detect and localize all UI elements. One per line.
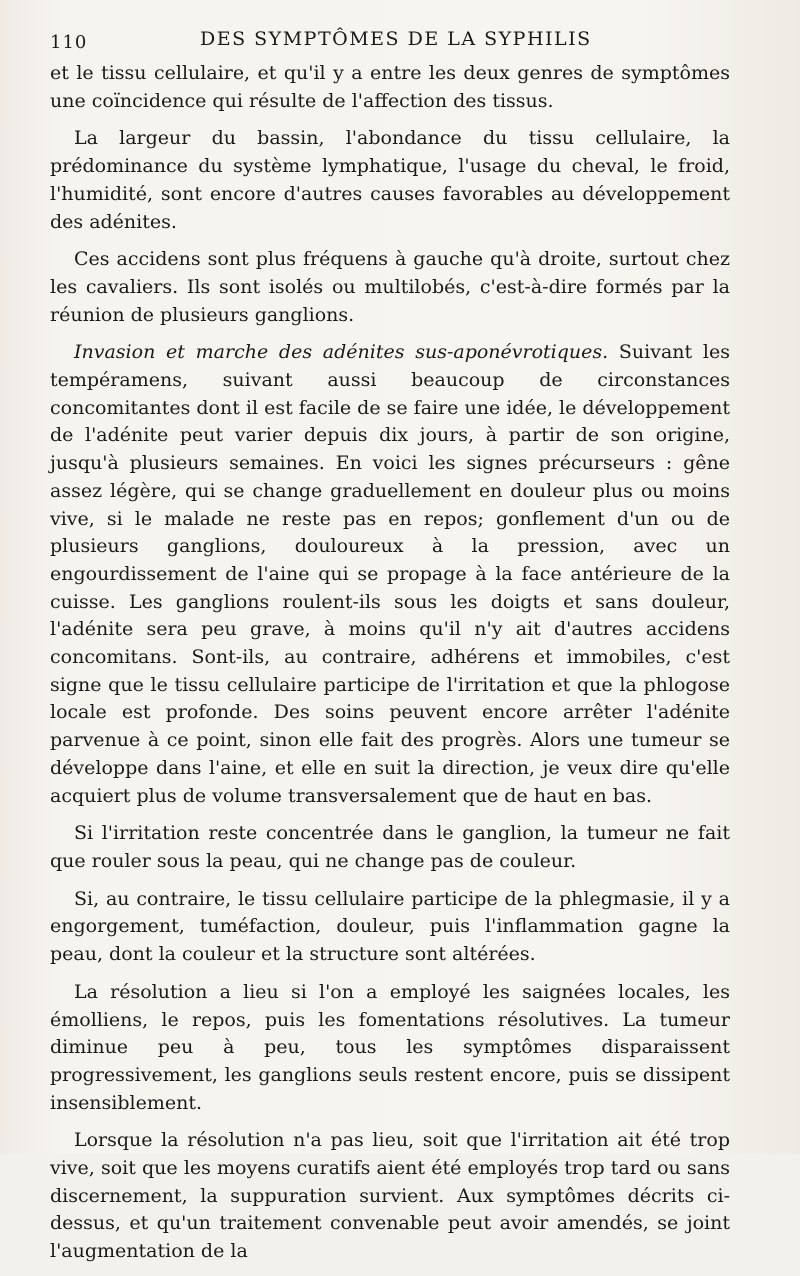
paragraph [50, 820, 730, 875]
paragraph [50, 1127, 730, 1266]
paragraph [50, 60, 730, 115]
body-text [50, 60, 730, 1266]
paragraph-text: et le tissu cellulaire, et qu'il y a entre les deux genres de symptômes une coïncidence qui résulte de l'affection des tissus. [50, 62, 730, 112]
paragraph-text: La largeur du bassin, l'abondance du tissu cellulaire, la prédominance du système lymphatique, l'usage du cheval, le froid, l'humidité, sont encore d'autres causes favorables au développement des adénites. [50, 127, 730, 233]
page-number: 110 [50, 32, 88, 53]
paragraph-text: La résolution a lieu si l'on a employé les saignées locales, les émolliens, le repos, puis les fomentations résolutives. La tumeur diminue peu à peu, tous les symptômes disparaissent progressivement, les ganglions seuls restent encore, puis se dissipent insensiblement. [50, 980, 730, 1114]
paragraph-text: Si l'irritation reste concentrée dans le ganglion, la tumeur ne fait que rouler sous la peau, qui ne change pas de couleur. [50, 822, 730, 872]
paragraph-text: Lorsque la résolution n'a pas lieu, soit que l'irritation ait été trop vive, soit que les moyens curatifs aient été employés trop tard ou sans discernement, la suppuration survient. Aux symptômes décrits ci-dessus, et qu'un traitement convenable peut avoir amendés, se joint l'augmentation de la [50, 1129, 730, 1263]
section-heading: Invasion et marche des adénites sus-aponévrotiques. [74, 341, 609, 364]
paragraph [50, 979, 730, 1118]
running-title: DES SYMPTÔMES DE LA SYPHILIS [200, 28, 592, 50]
paragraph [50, 886, 730, 969]
text-block [50, 22, 730, 1276]
paragraph [50, 246, 730, 329]
paragraph [50, 339, 730, 810]
page-header [50, 22, 730, 60]
paragraph [50, 125, 730, 236]
paragraph-text: Ces accidens sont plus fréquens à gauche qu'à droite, surtout chez les cavaliers. Ils sont isolés ou multilobés, c'est-à-dire formés par la réunion de plusieurs ganglions. [50, 248, 730, 326]
paragraph-text: Suivant les tempéramens, suivant aussi beaucoup de circonstances concomitantes dont il est facile de se faire une idée, le développement de l'adénite peut varier depuis dix jours, à partir de son origine, jusqu'à plusieurs semaines. En voici les signes précurseurs : gêne assez légère, qui se change graduellement en douleur plus ou moins vive, si le malade ne reste pas en repos; gonflement d'un ou de plusieurs ganglions, douloureux à la pression, avec un engourdissement de l'aine qui se propage à la face antérieure de la cuisse. Les ganglions roulent-ils sous les doigts et sans douleur, l'adénite sera peu grave, à moins qu'il n'y ait d'autres accidens concomitans. Sont-ils, au contraire, adhérens et immobiles, c'est signe que le tissu cellulaire participe de l'irritation et que la phlogose locale est profonde. Des soins peuvent encore arrêter l'adénite parvenue à ce point, sinon elle fait des progrès. Alors une tumeur se développe dans l'aine, et elle en suit la direction, je veux dire qu'elle acquiert plus de volume transversalement que de haut en bas. [50, 341, 730, 807]
paragraph-text: Si, au contraire, le tissu cellulaire participe de la phlegmasie, il y a engorgement, tuméfaction, douleur, puis l'inflammation gagne la peau, dont la couleur et la structure sont altérées. [50, 887, 730, 966]
